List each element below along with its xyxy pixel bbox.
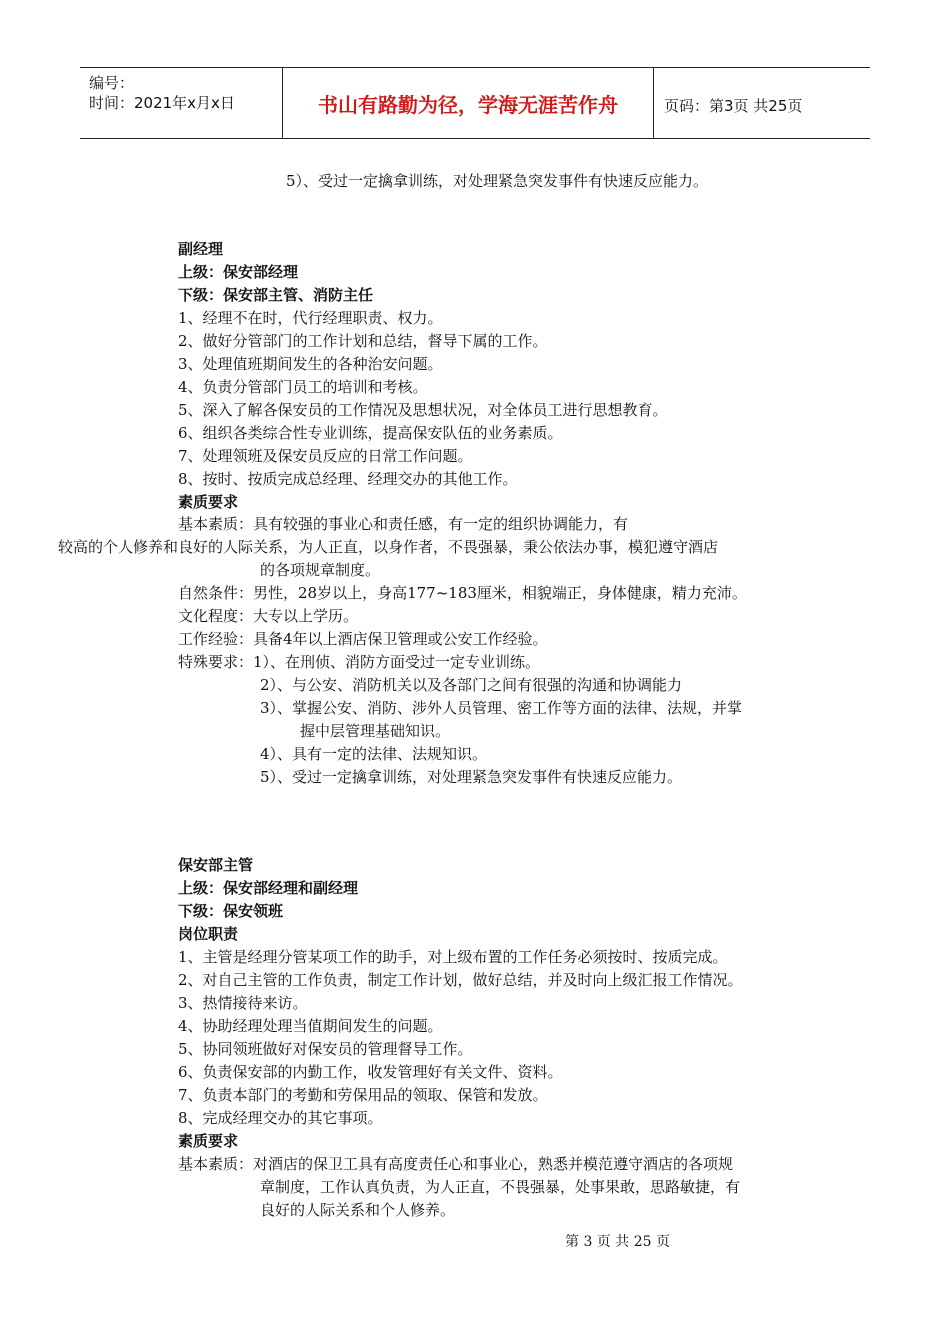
deputy-duty-8: 8、按时、按质完成总经理、经理交办的其他工作。	[178, 470, 518, 488]
supervisor-duty-title: 岗位职责	[178, 925, 239, 943]
deputy-duty-5: 5、深入了解各保安员的工作情况及思想状况，对全体员工进行思想教育。	[178, 401, 668, 419]
supervisor-duty-7: 7、负责本部门的考勤和劳保用品的领取、保管和发放。	[178, 1086, 548, 1104]
page-header	[80, 67, 870, 139]
supervisor-duty-4: 4、协助经理处理当值期间发生的问题。	[178, 1017, 443, 1035]
deputy-title: 副经理	[178, 240, 224, 258]
supervisor-duty-8: 8、完成经理交办的其它事项。	[178, 1109, 383, 1127]
supervisor-basic-3: 良好的人际关系和个人修养。	[260, 1201, 456, 1219]
deputy-special-1: 特殊要求：1）、在刑侦、消防方面受过一定专业训练。	[178, 653, 541, 671]
supervisor-basic-2: 章制度，工作认真负责，为人正直，不畏强暴，处事果敢，思路敏捷，有	[260, 1178, 741, 1196]
deputy-duty-1: 1、经理不在时，代行经理职责、权力。	[178, 309, 443, 327]
deputy-special-4: 4）、具有一定的法律、法规知识。	[260, 745, 488, 763]
deputy-duty-3: 3、处理值班期间发生的各种治安问题。	[178, 355, 443, 373]
page-footer: 第 3 页 共 25 页	[565, 1234, 670, 1250]
top-item: 5）、受过一定擒拿训练，对处理紧急突发事件有快速反应能力。	[286, 172, 709, 190]
supervisor-subordinate: 下级：保安领班	[178, 902, 284, 920]
deputy-subordinate: 下级：保安部主管、消防主任	[178, 286, 374, 304]
supervisor-quality-title: 素质要求	[178, 1132, 239, 1150]
deputy-education: 文化程度：大专以上学历。	[178, 607, 359, 625]
supervisor-duty-3: 3、热情接待来访。	[178, 994, 308, 1012]
deputy-superior: 上级：保安部经理	[178, 263, 299, 281]
deputy-duty-4: 4、负责分管部门员工的培训和考核。	[178, 378, 428, 396]
deputy-natural: 自然条件：男性，28岁以上，身高177~183厘米，相貌端正，身体健康，精力充沛。	[178, 584, 747, 602]
deputy-duty-7: 7、处理领班及保安员反应的日常工作问题。	[178, 447, 473, 465]
supervisor-duty-1: 1、主管是经理分管某项工作的助手，对上级布置的工作任务必须按时、按质完成。	[178, 948, 728, 966]
supervisor-title: 保安部主管	[178, 856, 254, 874]
deputy-special-3b: 握中层管理基础知识。	[300, 722, 451, 740]
supervisor-duty-2: 2、对自己主管的工作负责，制定工作计划，做好总结，并及时向上级汇报工作情况。	[178, 971, 743, 989]
date-label: 时间：2021年x月x日	[89, 94, 235, 112]
code-label: 编号：	[89, 74, 135, 92]
supervisor-basic-1: 基本素质：对酒店的保卫工具有高度责任心和事业心，熟悉并模范遵守酒店的各项规	[178, 1155, 734, 1173]
deputy-special-2: 2）、与公安、消防机关以及各部门之间有很强的沟通和协调能力	[260, 676, 683, 694]
supervisor-duty-6: 6、负责保安部的内勤工作，收发管理好有关文件、资料。	[178, 1063, 563, 1081]
supervisor-superior: 上级：保安部经理和副经理	[178, 879, 359, 897]
deputy-special-5: 5）、受过一定擒拿训练，对处理紧急突发事件有快速反应能力。	[260, 768, 683, 786]
deputy-experience: 工作经验：具备4年以上酒店保卫管理或公安工作经验。	[178, 630, 548, 648]
deputy-basic-1: 基本素质：具有较强的事业心和责任感，有一定的组织协调能力，有	[178, 515, 629, 533]
deputy-duty-6: 6、组织各类综合性专业训练，提高保安队伍的业务素质。	[178, 424, 563, 442]
deputy-special-3a: 3）、掌握公安、消防、涉外人员管理、密工作等方面的法律、法规，并掌	[260, 699, 743, 717]
header-info-cell	[80, 68, 283, 138]
header-page-label: 页码：第3页 共25页	[664, 97, 803, 115]
deputy-duty-2: 2、做好分管部门的工作计划和总结，督导下属的工作。	[178, 332, 548, 350]
header-motto: 书山有路勤为径，学海无涯苦作舟	[283, 68, 654, 138]
deputy-basic-2: 较高的个人修养和良好的人际关系，为人正直，以身作者，不畏强暴，秉公依法办事，模犯遵守酒店	[58, 538, 719, 556]
deputy-basic-3: 的各项规章制度。	[260, 561, 381, 579]
supervisor-duty-5: 5、协同领班做好对保安员的管理督导工作。	[178, 1040, 473, 1058]
deputy-quality-title: 素质要求	[178, 493, 239, 511]
